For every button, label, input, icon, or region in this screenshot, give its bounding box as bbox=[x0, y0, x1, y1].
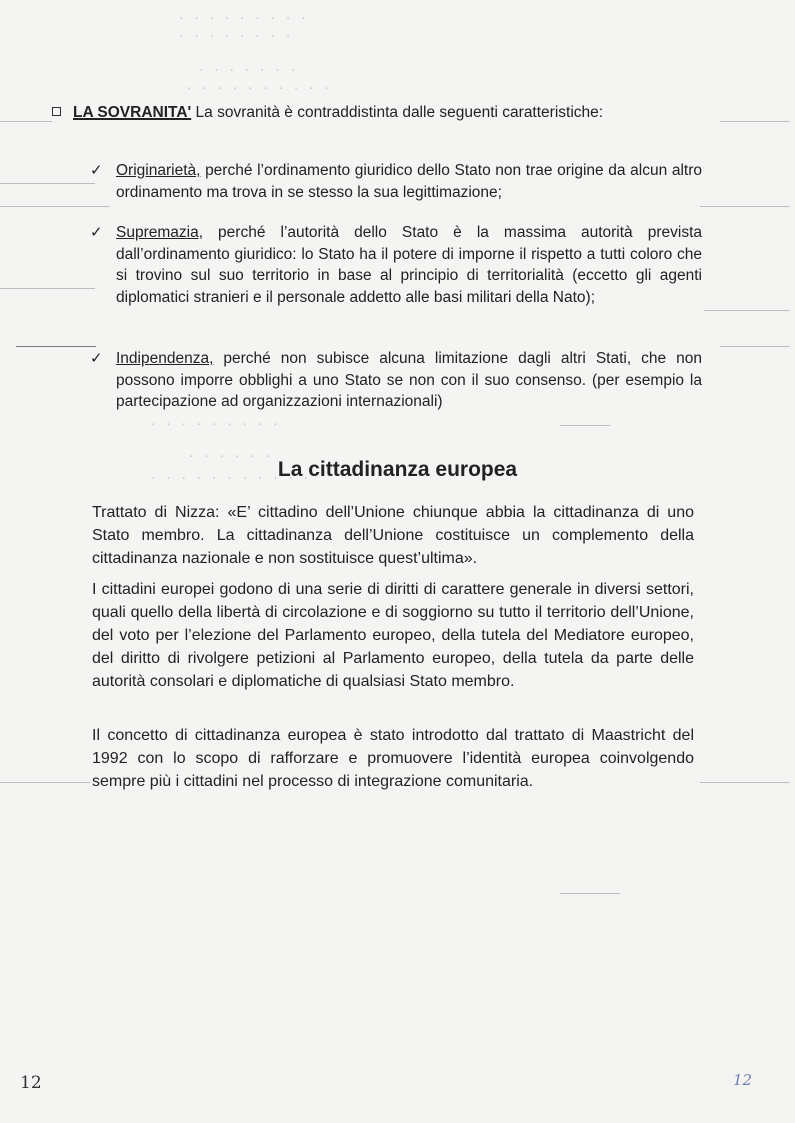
show-through-text: · · · · · · · bbox=[198, 64, 298, 77]
characteristic-item bbox=[92, 222, 702, 308]
scan-line bbox=[16, 346, 96, 347]
checkmark-icon: ✓ bbox=[90, 224, 103, 241]
characteristic-text: perché l’autorità dello Stato è la massima autorità prevista dall’ordinamento giuridico: lo Stato ha il potere di imporne il rispetto a tutti coloro che si trovino sul suo territorio in base al principio di territorialità (eccetto gli agenti diplomatici stranieri e il personale addetto alle basi militari della Nato); bbox=[116, 224, 702, 306]
paragraph: Il concetto di cittadinanza europea è stato introdotto dal trattato di Maastricht del 1992 con lo scopo di rafforzare e promuovere l’identità europea coinvolgendo sempre più i cittadini nel processo di integrazione comunitaria. bbox=[92, 727, 694, 790]
scan-line bbox=[700, 782, 790, 783]
page-number-right: 12 bbox=[733, 1071, 753, 1089]
show-through-text: · · · · · · · · · · bbox=[186, 82, 331, 95]
characteristic-keyword: Indipendenza, bbox=[116, 350, 214, 367]
scan-line bbox=[704, 310, 790, 311]
square-bullet-icon bbox=[52, 107, 61, 116]
scan-line bbox=[560, 425, 610, 426]
scan-line bbox=[720, 346, 790, 347]
characteristic-text: perché non subisce alcuna limitazione dagli altri Stati, che non possono imporre obblighi a uno Stato se non con il suo consenso. (per esempio la partecipazione ad organizzazioni internazionali) bbox=[116, 350, 702, 410]
characteristic-keyword: Supremazia, bbox=[116, 224, 204, 241]
scan-line bbox=[560, 893, 620, 894]
paragraph: I cittadini europei godono di una serie di diritti di carattere generale in diversi settori, quali quello della libertà di circolazione e di soggiorno su tutto il territorio dell’Unione, del voto per l’elezione del Parlamento europeo, della tutela del Mediatore europeo, del diritto di rivolgere petizioni al Parlamento europeo, della tutela da parte delle autorità consolari e diplomatiche di qualsiasi Stato membro. bbox=[92, 581, 694, 690]
scan-line bbox=[0, 121, 52, 122]
scan-line bbox=[700, 206, 790, 207]
checkmark-icon: ✓ bbox=[90, 350, 103, 367]
section-heading: La cittadinanza europea bbox=[277, 458, 518, 481]
scan-line bbox=[0, 782, 90, 783]
characteristic-text: perché l’ordinamento giuridico dello Stato non trae origine da alcun altro ordinamento ma trova in se stesso la sua legittimazione; bbox=[116, 162, 702, 201]
characteristic-item bbox=[92, 160, 702, 203]
checkmark-icon: ✓ bbox=[90, 162, 103, 179]
scan-line bbox=[0, 288, 95, 289]
characteristic-item bbox=[92, 348, 702, 413]
scan-line bbox=[0, 206, 110, 207]
sovranita-title: LA SOVRANITA' bbox=[73, 104, 192, 121]
sovranita-intro-line bbox=[52, 104, 752, 122]
scan-line bbox=[0, 183, 95, 184]
page-number-left: 12 bbox=[20, 1073, 42, 1093]
show-through-text: · · · · · · · · · · · bbox=[150, 472, 311, 485]
characteristic-keyword: Originarietà, bbox=[116, 162, 201, 179]
show-through-text: · · · · · · bbox=[188, 450, 272, 463]
show-through-text: · · · · · · · · · bbox=[178, 12, 308, 25]
show-through-text: · · · · · · · · bbox=[178, 30, 293, 43]
sovranita-intro: La sovranità è contraddistinta dalle seguenti caratteristiche: bbox=[195, 104, 604, 121]
show-through-text: · · · · · · · · · bbox=[150, 418, 280, 431]
paragraph: Trattato di Nizza: «E’ cittadino dell’Unione chiunque abbia la cittadinanza di uno Stato membro. La cittadinanza dell’Unione costituisce un complemento della cittadinanza nazionale e non sostituisce quest’ultima». bbox=[92, 504, 694, 567]
